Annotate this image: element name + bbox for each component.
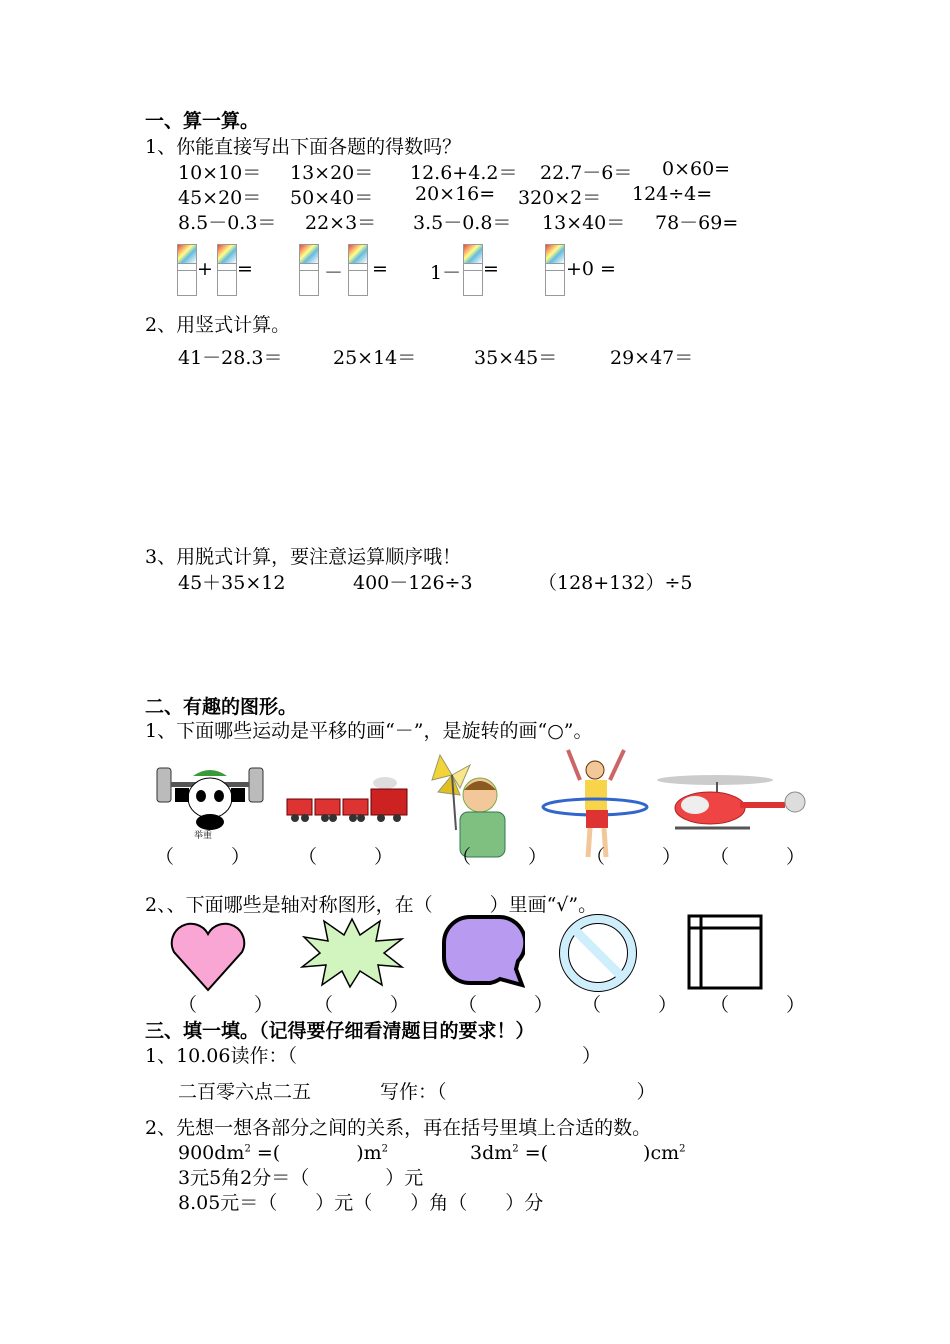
no-sign-shape xyxy=(558,913,638,993)
stepwise-1: 45＋35×12 xyxy=(178,572,286,594)
question-2-1: 1、下面哪些运动是平移的画“－”，是旋转的画“○”。 xyxy=(145,720,593,742)
speech-bubble-shape xyxy=(440,913,525,993)
question-1-3: 3、用脱式计算，要注意运算顺序哦！ xyxy=(145,546,462,568)
op-plus: + xyxy=(197,258,213,280)
vertical-4: 29×47＝ xyxy=(610,347,694,369)
answer-paren-shape-2[interactable]: （ ） xyxy=(314,994,410,1016)
answer-paren-motion-1[interactable]: （ ） xyxy=(155,846,251,868)
unit-conversion-2 xyxy=(470,1138,685,1165)
answer-paren-motion-2[interactable]: （ ） xyxy=(298,846,394,868)
question-1-1: 1、你能直接写出下面各题的得数吗？ xyxy=(145,136,462,158)
calc-2: 13×20＝ xyxy=(290,162,374,184)
section3-title: 三、填一填。（记得要仔细看清题目的要求！） xyxy=(145,1020,535,1042)
weightlift-caption: 举重 xyxy=(194,831,213,841)
text: =( )cm xyxy=(518,1142,680,1164)
calc-9: 320×2＝ xyxy=(518,187,602,209)
calc-12: 22×3＝ xyxy=(305,212,377,234)
calc-11: 8.5－0.3＝ xyxy=(178,212,277,234)
money-conversion-2: 8.05元＝（ ）元（ ）角（ ）分 xyxy=(178,1192,544,1214)
calc-7: 50×40＝ xyxy=(290,187,374,209)
answer-paren-motion-4[interactable]: （ ） xyxy=(586,846,682,868)
calc-15: 78－69= xyxy=(655,212,739,234)
money-conversion-1: 3元5角2分＝（ ）元 xyxy=(178,1167,424,1189)
calc-6: 45×20＝ xyxy=(178,187,262,209)
calc-14: 13×40＝ xyxy=(542,212,626,234)
answer-paren-motion-5[interactable]: （ ） xyxy=(710,846,806,868)
op-eq-2: = xyxy=(372,258,388,280)
calc-8: 20×16= xyxy=(415,183,496,205)
superscript: 2 xyxy=(381,1143,389,1155)
op-minus: － xyxy=(324,262,344,284)
op-one-minus: 1－ xyxy=(430,262,462,284)
op-eq-3: = xyxy=(483,258,499,280)
weightlifting-panda-picture xyxy=(155,760,265,830)
answer-paren-shape-1[interactable]: （ ） xyxy=(178,994,274,1016)
question-3-1a: 1、10.06读作：（ ） xyxy=(145,1045,601,1067)
vertical-1: 41－28.3＝ xyxy=(178,347,283,369)
question-3-2: 2、先想一想各部分之间的关系，再在括号里填上合适的数。 xyxy=(145,1117,652,1139)
fraction-image-1 xyxy=(177,244,197,296)
answer-paren-shape-3[interactable]: （ ） xyxy=(458,994,554,1016)
answer-paren-shape-5[interactable]: （ ） xyxy=(710,994,806,1016)
vertical-2: 25×14＝ xyxy=(333,347,417,369)
text: =( )m xyxy=(250,1142,382,1164)
question-3-1b-label: 二百零六点二五 xyxy=(178,1081,312,1103)
superscript: 2 xyxy=(679,1143,686,1155)
fraction-image-3 xyxy=(299,244,319,296)
calc-5: 0×60= xyxy=(662,158,731,180)
starburst-shape xyxy=(300,915,405,990)
question-3-1b-write: 写作：（ ） xyxy=(380,1081,656,1103)
calc-3: 12.6+4.2＝ xyxy=(410,162,518,184)
train-picture xyxy=(285,775,410,825)
fraction-image-2 xyxy=(217,244,237,296)
answer-paren-motion-3[interactable]: （ ） xyxy=(452,846,548,868)
vertical-3: 35×45＝ xyxy=(474,347,558,369)
op-plus-zero: +0 = xyxy=(566,258,616,280)
question-1-2: 2、用竖式计算。 xyxy=(145,314,291,336)
fraction-image-6 xyxy=(545,244,565,296)
calc-10: 124÷4= xyxy=(632,183,713,205)
question-2-2: 2、、下面哪些是轴对称图形，在（ ）里画“√”。 xyxy=(145,894,598,916)
fraction-image-5 xyxy=(463,244,483,296)
fraction-image-4 xyxy=(348,244,368,296)
superscript: 2 xyxy=(512,1143,519,1155)
calc-13: 3.5－0.8＝ xyxy=(413,212,512,234)
text: 3dm xyxy=(470,1142,513,1164)
heart-shape xyxy=(168,922,248,994)
stepwise-2: 400－126÷3 xyxy=(353,572,473,594)
section1-title: 一、算一算。 xyxy=(145,110,260,132)
stepwise-3: （128+132）÷5 xyxy=(538,572,693,594)
calc-1: 10×10＝ xyxy=(178,162,262,184)
calc-4: 22.7－6＝ xyxy=(540,162,633,184)
answer-paren-shape-4[interactable]: （ ） xyxy=(582,994,678,1016)
op-eq: = xyxy=(237,258,253,280)
window-frame-shape xyxy=(685,912,765,992)
superscript: 2 xyxy=(244,1143,251,1155)
section2-title: 二、有趣的图形。 xyxy=(145,696,298,718)
helicopter-picture xyxy=(655,770,815,840)
unit-conversion-1 xyxy=(178,1138,388,1165)
text: 900dm xyxy=(178,1142,245,1164)
